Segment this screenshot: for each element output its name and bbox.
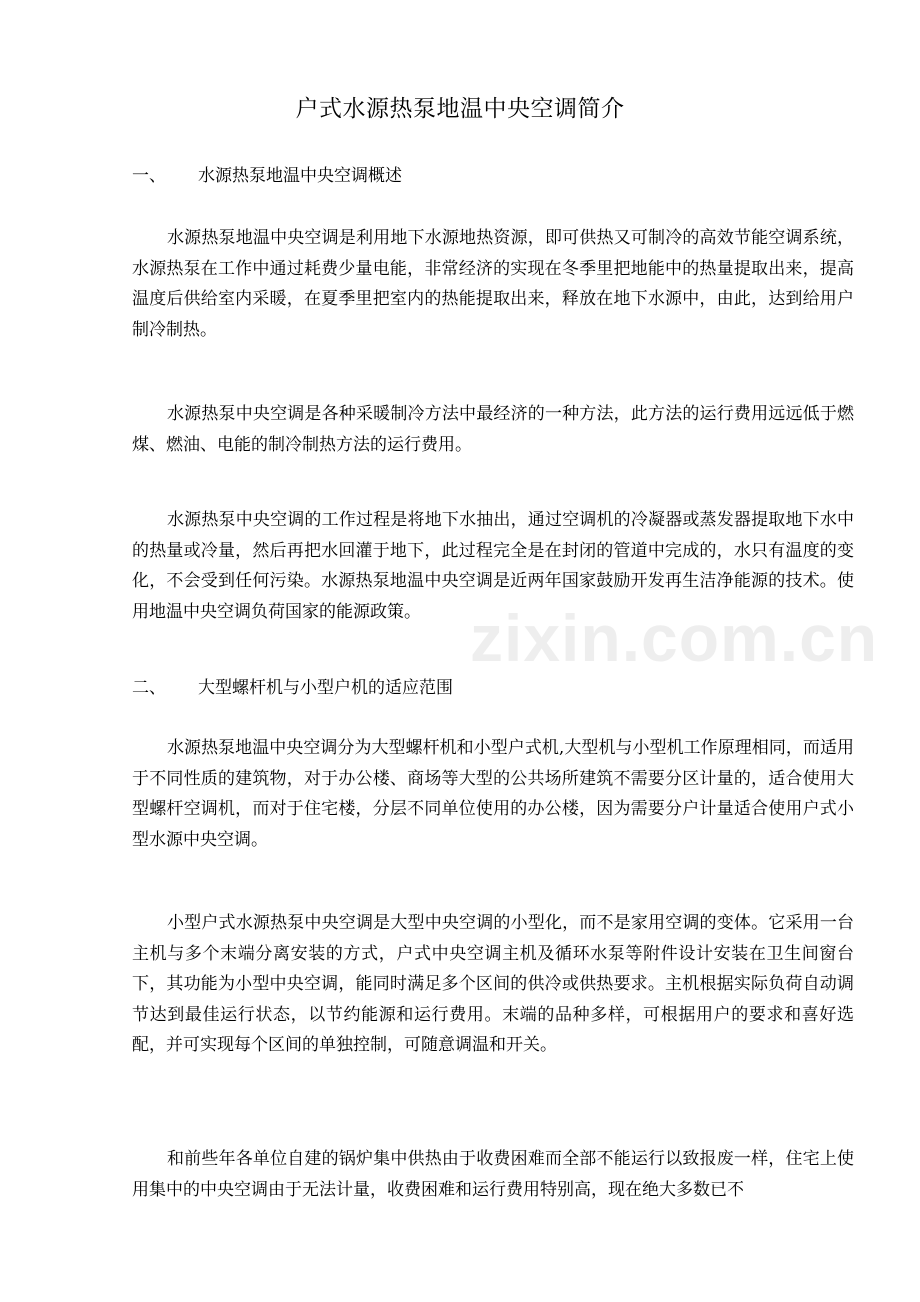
paragraph: 水源热泵中央空调是各种采暖制冷方法中最经济的一种方法，此方法的运行费用远远低于燃煤、燃油、电能的制冷制热方法的运行费用。: [132, 404, 854, 455]
paragraph: 水源热泵地温中央空调是利用地下水源地热资源，即可供热又可制冷的高效节能空调系统，水源热泵在工作中通过耗费少量电能，非常经济的实现在冬季里把地能中的热量提取出来，提高温度后供给室内采暖，在夏季里把室内的热能提取出来，释放在地下水源中，由此，达到给用户制冷制热。: [132, 228, 854, 340]
section-heading-1: [132, 164, 402, 188]
paragraph: 水源热泵地温中央空调分为大型螺杆机和小型户式机,大型机与小型机工作原理相同，而适用于不同性质的建筑物，对于办公楼、商场等大型的公共场所建筑不需要分区计量的，适合使用大型螺杆空调机，而对于住宅楼，分层不同单位使用的办公楼，因为需要分户计量适合使用户式小型水源中央空调。: [132, 738, 854, 850]
watermark: zixin.com.cn: [470, 601, 879, 675]
paragraph: 水源热泵中央空调的工作过程是将地下水抽出，通过空调机的冷凝器或蒸发器提取地下水中的热量或冷量，然后再把水回灌于地下，此过程完全是在封闭的管道中完成的，水只有温度的变化，不会受到任何污染。水源热泵地温中央空调是近两年国家鼓励开发再生洁净能源的技术。使用地温中央空调负荷国家的能源政策。: [132, 510, 854, 622]
paragraph: 和前些年各单位自建的锅炉集中供热由于收费困难而全部不能运行以致报废一样，住宅上使用集中的中央空调由于无法计量，收费困难和运行费用特别高，现在绝大多数已不: [132, 1149, 854, 1200]
section-number-1: 一、: [132, 166, 166, 186]
section-title-2: 大型螺杆机与小型户机的适应范围: [198, 678, 453, 698]
section-title-1: 水源热泵地温中央空调概述: [198, 166, 402, 186]
document-title: 户式水源热泵地温中央空调简介: [295, 96, 625, 122]
section-number-2: 二、: [132, 678, 166, 698]
section-heading-2: [132, 676, 453, 700]
paragraph: 小型户式水源热泵中央空调是大型中央空调的小型化，而不是家用空调的变体。它采用一台主机与多个末端分离安装的方式，户式中央空调主机及循环水泵等附件设计安装在卫生间窗台下，其功能为小型中央空调，能同时满足多个区间的供冷或供热要求。主机根据实际负荷自动调节达到最佳运行状态，以节约能源和运行费用。末端的品种多样，可根据用户的要求和喜好选配，并可实现每个区间的单独控制，可随意调温和开关。: [132, 913, 854, 1055]
